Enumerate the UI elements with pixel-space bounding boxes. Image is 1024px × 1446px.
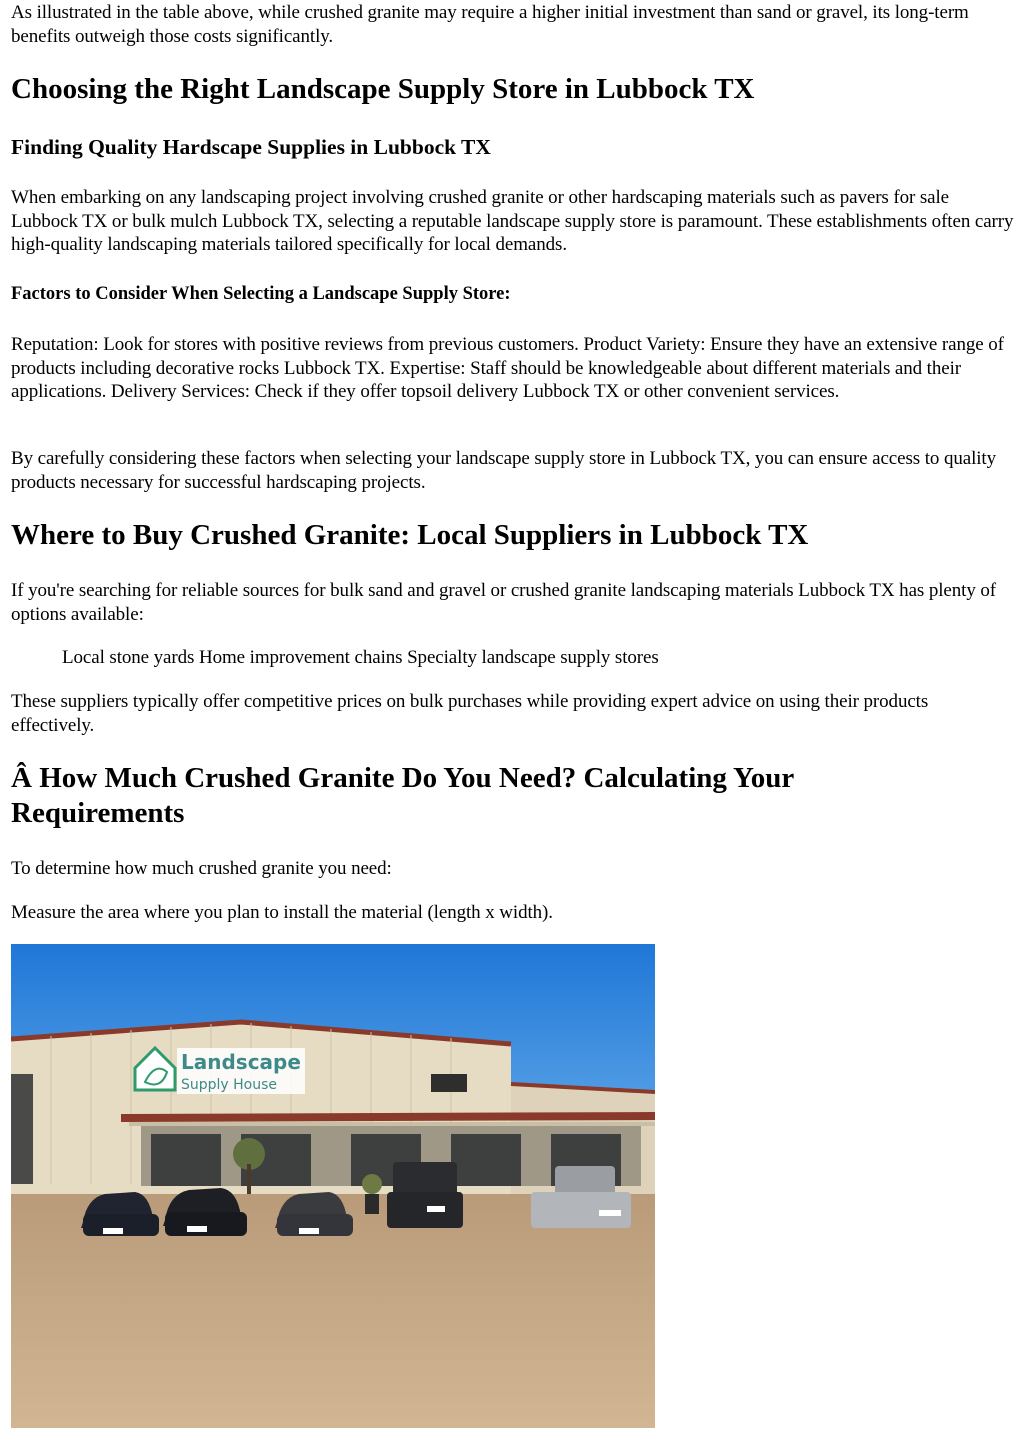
suppliers-list: Local stone yards Home improvement chains Specialty landscape supply stores <box>62 647 659 668</box>
sign-line-2: Supply House <box>181 1077 278 1093</box>
factors-paragraph: Reputation: Look for stores with positive reviews from previous customers. Product Variety: Ensure they have an extensive range of products including decorative rocks Lubbock TX. Expertise: Staff should be knowledgeable about different materials and their applications. Delivery Services: Check if they offer topsoil delivery Lubbock TX or other convenient services. <box>11 334 1004 402</box>
intro-paragraph: As illustrated in the table above, while crushed granite may require a higher initial investment than sand or gravel, its long-term benefits outweigh those costs significantly. <box>11 2 969 47</box>
suppliers-intro-paragraph: If you're searching for reliable sources for bulk sand and gravel or crushed granite landscaping materials Lubbock TX has plenty of options available: <box>11 580 997 625</box>
store-selection-paragraph: When embarking on any landscaping project involving crushed granite or other hardscaping materials such as pavers for sale Lubbock TX or bulk mulch Lubbock TX, selecting a reputable landscape supply store is paramount. These establishments often carry high-quality landscaping materials tailored specifically for local demands. <box>11 187 1014 255</box>
landscape-supply-house-sign <box>135 1048 305 1094</box>
sign-line-1: Landscape <box>181 1050 301 1074</box>
store-photo <box>11 944 655 1428</box>
section-heading-how-much: Â How Much Crushed Granite Do You Need? Calculating Your Requirements <box>11 762 794 829</box>
factors-heading: Factors to Consider When Selecting a Landscape Supply Store: <box>11 284 511 304</box>
factors-closing-paragraph: By carefully considering these factors when selecting your landscape supply store in Lubbock TX, you can ensure access to quality products necessary for successful hardscaping projects. <box>11 448 997 493</box>
measure-step-paragraph: Measure the area where you plan to install the material (length x width). <box>11 902 553 923</box>
section-heading-where-to-buy: Where to Buy Crushed Granite: Local Suppliers in Lubbock TX <box>11 519 809 551</box>
section-heading-choosing-store: Choosing the Right Landscape Supply Store in Lubbock TX <box>11 73 755 105</box>
subheading-quality-supplies: Finding Quality Hardscape Supplies in Lubbock TX <box>11 135 491 159</box>
suppliers-closing-paragraph: These suppliers typically offer competitive prices on bulk purchases while providing expert advice on using their products effectively. <box>11 691 929 736</box>
calculation-intro-paragraph: To determine how much crushed granite you need: <box>11 858 392 879</box>
